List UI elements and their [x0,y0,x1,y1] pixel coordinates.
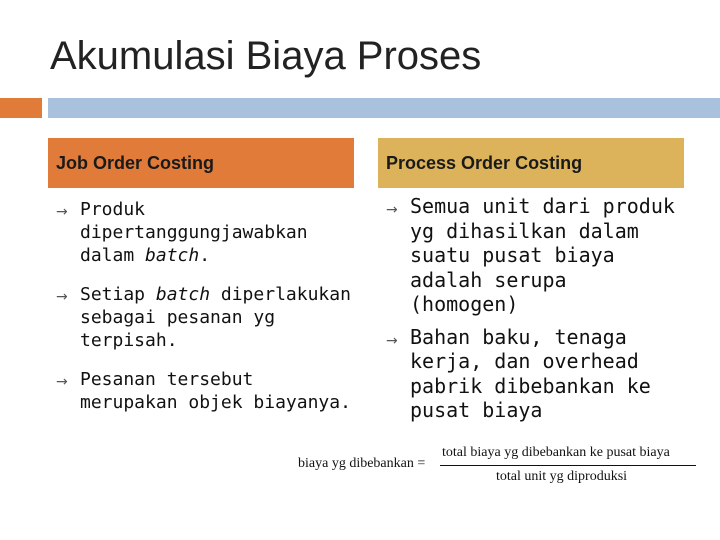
cost-formula [298,442,698,488]
arrow-right-icon: → [56,204,68,220]
arrow-right-icon: → [386,332,398,349]
list-item [386,194,686,317]
list-item [56,198,356,267]
fraction-line [440,465,696,466]
accent-bar-orange [0,98,42,118]
job-order-header: Job Order Costing [48,138,354,188]
job-order-list [56,198,356,430]
arrow-right-icon: → [56,374,68,390]
formula-numerator: total biaya yg dibebankan ke pusat biaya [442,445,670,460]
list-item [386,325,686,423]
list-item-text: Pesanan tersebut merupakan objek biayanya. [80,369,351,413]
list-item [56,368,356,414]
list-item-text: Semua unit dari produk yg dihasilkan dalam suatu pusat biaya adalah serupa (homogen) [410,194,675,316]
list-item [56,283,356,352]
formula-denominator: total unit yg diproduksi [496,469,628,484]
list-item-text: Bahan baku, tenaga kerja, dan overhead pabrik dibebankan ke pusat biaya [410,324,651,422]
process-order-header: Process Order Costing [378,138,684,188]
arrow-right-icon: → [386,202,398,218]
formula-lhs: biaya yg dibebankan = [298,456,426,471]
list-item-text: Setiap batch diperlakukan sebagai pesanan yg terpisah. [80,284,351,351]
slide-title: Akumulasi Biaya Proses [50,34,482,78]
arrow-right-icon: → [56,289,68,305]
process-order-list [386,194,686,431]
accent-bar-blue [48,98,720,118]
list-item-text: Produk dipertanggungjawabkan dalam batch. [80,199,308,266]
